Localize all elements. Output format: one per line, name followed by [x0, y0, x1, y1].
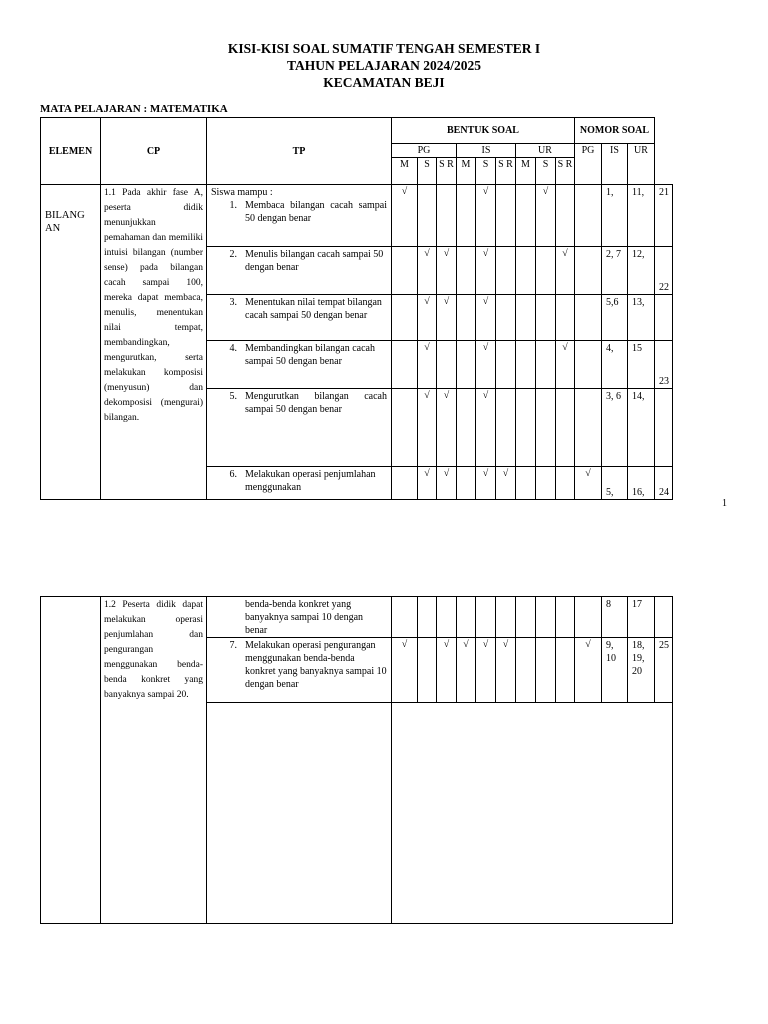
mark-cell: √	[476, 185, 496, 247]
nomor-ur-cell: 21	[655, 185, 673, 247]
tp-item	[211, 390, 387, 416]
mark-cell	[457, 185, 476, 247]
nomor-pg-cell: 3, 6	[602, 389, 628, 467]
mark-cell	[437, 185, 457, 247]
mark-cell	[536, 247, 556, 295]
nomor-is-cell: 12,	[628, 247, 655, 295]
header-cp: CP	[101, 118, 207, 185]
doc-year: TAHUN PELAJARAN 2024/2025	[286, 58, 481, 73]
mark-cell	[516, 247, 536, 295]
tp-cell	[207, 389, 392, 467]
empty-cell	[392, 703, 673, 924]
tp-item	[211, 342, 387, 368]
header-is-sr: S R	[496, 158, 516, 185]
tp-cell	[207, 638, 392, 703]
mark-cell	[536, 389, 556, 467]
mark-cell	[418, 597, 437, 638]
header-ur-s: S	[536, 158, 556, 185]
mark-cell	[418, 185, 437, 247]
mark-cell	[392, 295, 418, 341]
mark-cell: √	[392, 185, 418, 247]
tp-item	[211, 199, 387, 225]
mark-cell	[536, 638, 556, 703]
kisi-table-page2	[40, 596, 673, 924]
mark-cell: √	[418, 247, 437, 295]
nomor-pg-cell: 1,	[602, 185, 628, 247]
mark-cell	[457, 247, 476, 295]
mark-cell	[575, 295, 602, 341]
tp-text: Melakukan operasi pengurangan menggunakan benda-benda konkret yang banyaknya sampai 10 dengan benar	[245, 640, 387, 690]
kisi-table-page1	[40, 117, 673, 500]
header-nomor-soal: NOMOR SOAL	[575, 118, 655, 144]
tp-text: Membandingkan bilangan cacah sampai 50 dengan benar	[245, 343, 375, 367]
table-row	[41, 185, 673, 247]
header-is: IS	[457, 144, 516, 158]
mark-cell	[496, 341, 516, 389]
mark-cell: √	[437, 467, 457, 500]
tp-cell	[207, 185, 392, 247]
mark-cell	[392, 247, 418, 295]
tp-number: 1.	[229, 200, 237, 211]
header-elemen: ELEMEN	[41, 118, 101, 185]
mark-cell	[457, 467, 476, 500]
mark-cell: √	[476, 295, 496, 341]
mark-cell	[556, 638, 575, 703]
mark-cell: √	[418, 389, 437, 467]
mark-cell: √	[476, 341, 496, 389]
table-row	[41, 597, 673, 638]
nomor-is-cell: 16,	[628, 467, 655, 500]
header-no-ur: UR	[628, 144, 655, 185]
tp-text: Mengurutkan bilangan cacah sampai 50 dengan benar	[245, 391, 387, 415]
mark-cell: √	[476, 389, 496, 467]
subject-label: MATA PELAJARAN : MATEMATIKA	[40, 103, 228, 115]
tp-cell	[207, 341, 392, 389]
header-no-pg: PG	[575, 144, 602, 185]
mark-cell	[516, 638, 536, 703]
mark-cell	[575, 597, 602, 638]
mark-cell	[536, 295, 556, 341]
nomor-pg-cell: 4,	[602, 341, 628, 389]
tp-number: 5.	[229, 391, 237, 402]
tp-cell	[207, 247, 392, 295]
mark-cell	[575, 389, 602, 467]
elemen-cell: BILANG AN	[41, 185, 101, 500]
mark-cell	[575, 185, 602, 247]
nomor-is-cell: 13,	[628, 295, 655, 341]
nomor-pg-cell: 8	[602, 597, 628, 638]
mark-cell: √	[476, 638, 496, 703]
tp-cell-empty	[207, 703, 392, 924]
tp-cell	[207, 597, 392, 638]
mark-cell	[392, 597, 418, 638]
mark-cell	[556, 389, 575, 467]
mark-cell	[496, 597, 516, 638]
header-pg-s: S	[418, 158, 437, 185]
header-is-m: M	[457, 158, 476, 185]
header-pg: PG	[392, 144, 457, 158]
tp-cell	[207, 467, 392, 500]
header-pg-m: M	[392, 158, 418, 185]
mark-cell	[556, 295, 575, 341]
mark-cell: √	[437, 638, 457, 703]
tp-text: benda-benda konkret yang banyaknya sampai 10 dengan benar	[245, 599, 364, 636]
nomor-ur-cell: 25	[655, 638, 673, 703]
tp-item	[211, 639, 387, 691]
elemen-cell	[41, 597, 101, 924]
doc-district: KECAMATAN BEJI	[323, 75, 445, 90]
mark-cell	[496, 389, 516, 467]
mark-cell: √	[575, 467, 602, 500]
tp-text: Menentukan nilai tempat bilangan cacah sampai 50 dengan benar	[245, 297, 382, 321]
mark-cell	[516, 185, 536, 247]
mark-cell: √	[418, 341, 437, 389]
tp-number: 7.	[229, 640, 237, 651]
mark-cell	[536, 467, 556, 500]
mark-cell: √	[392, 638, 418, 703]
tp-item	[211, 598, 387, 637]
mark-cell: √	[496, 638, 516, 703]
tp-text: Membaca bilangan cacah sampai 50 dengan benar	[245, 200, 387, 224]
mark-cell: √	[437, 247, 457, 295]
nomor-is-cell: 11,	[628, 185, 655, 247]
cp-cell: 1.2 Peserta didik dapat melakukan operasi penjumlahan dan pengurangan menggunakan benda-benda konkret yang banyaknya sampai 20.	[101, 597, 207, 924]
mark-cell	[496, 247, 516, 295]
mark-cell: √	[556, 247, 575, 295]
tp-text: Melakukan operasi penjumlahan menggunakan	[245, 469, 376, 493]
header-ur-sr: S R	[556, 158, 575, 185]
page-number: 1	[722, 498, 727, 509]
tp-item	[211, 248, 387, 274]
tp-item	[211, 296, 387, 322]
nomor-ur-cell	[655, 389, 673, 467]
mark-cell: √	[496, 467, 516, 500]
mark-cell: √	[418, 295, 437, 341]
mark-cell: √	[457, 638, 476, 703]
mark-cell: √	[476, 247, 496, 295]
mark-cell	[496, 295, 516, 341]
mark-cell: √	[476, 467, 496, 500]
mark-cell	[556, 467, 575, 500]
mark-cell	[575, 247, 602, 295]
mark-cell	[516, 295, 536, 341]
mark-cell	[536, 341, 556, 389]
mark-cell	[457, 389, 476, 467]
mark-cell	[392, 467, 418, 500]
mark-cell: √	[418, 467, 437, 500]
mark-cell	[536, 597, 556, 638]
mark-cell	[476, 597, 496, 638]
nomor-is-cell: 17	[628, 597, 655, 638]
mark-cell	[556, 597, 575, 638]
tp-number: 4.	[229, 343, 237, 354]
mark-cell: √	[575, 638, 602, 703]
tp-cell	[207, 295, 392, 341]
mark-cell: √	[536, 185, 556, 247]
tp-intro: Siswa mampu :	[211, 187, 273, 198]
nomor-pg-cell: 5,	[602, 467, 628, 500]
mark-cell	[457, 597, 476, 638]
nomor-ur-cell: 22	[655, 247, 673, 295]
tp-number: 6.	[229, 469, 237, 480]
mark-cell	[437, 341, 457, 389]
doc-title: KISI-KISI SOAL SUMATIF TENGAH SEMESTER I	[227, 41, 541, 56]
mark-cell	[392, 341, 418, 389]
tp-item	[211, 468, 387, 494]
mark-cell	[516, 341, 536, 389]
mark-cell	[496, 185, 516, 247]
mark-cell	[556, 185, 575, 247]
mark-cell: √	[556, 341, 575, 389]
nomor-ur-cell: 24	[655, 467, 673, 500]
header-pg-sr: S R	[437, 158, 457, 185]
nomor-is-cell: 18, 19, 20	[628, 638, 655, 703]
header-ur: UR	[516, 144, 575, 158]
header-ur-m: M	[516, 158, 536, 185]
tp-text: Menulis bilangan cacah sampai 50 dengan benar	[245, 249, 384, 273]
cp-cell: 1.1 Pada akhir fase A, peserta didik menunjukkan pemahaman dan memiliki intuisi bilangan (number sense) pada bilangan cacah sampai 100, mereka dapat membaca, menulis, menentukan nilai tempat, membandingkan, mengurutkan, serta melakukan komposisi (menyusun) dan dekomposisi (mengurai) bilangan.	[101, 185, 207, 500]
header-is-s: S	[476, 158, 496, 185]
tp-number: 3.	[229, 297, 237, 308]
nomor-pg-cell: 9, 10	[602, 638, 628, 703]
header-tp: TP	[207, 118, 392, 185]
mark-cell	[516, 597, 536, 638]
header-no-is: IS	[602, 144, 628, 185]
nomor-is-cell: 15	[628, 341, 655, 389]
nomor-ur-cell	[655, 295, 673, 341]
mark-cell	[437, 597, 457, 638]
tp-number	[211, 598, 245, 637]
mark-cell	[516, 467, 536, 500]
mark-cell	[516, 389, 536, 467]
mark-cell	[392, 389, 418, 467]
nomor-pg-cell: 2, 7	[602, 247, 628, 295]
mark-cell	[575, 341, 602, 389]
mark-cell: √	[437, 389, 457, 467]
mark-cell: √	[437, 295, 457, 341]
nomor-is-cell: 14,	[628, 389, 655, 467]
tp-number: 2.	[229, 249, 237, 260]
nomor-ur-cell	[655, 597, 673, 638]
nomor-pg-cell: 5,6	[602, 295, 628, 341]
mark-cell	[457, 341, 476, 389]
header-bentuk-soal: BENTUK SOAL	[392, 118, 575, 144]
mark-cell	[457, 295, 476, 341]
nomor-ur-cell: 23	[655, 341, 673, 389]
mark-cell	[418, 638, 437, 703]
